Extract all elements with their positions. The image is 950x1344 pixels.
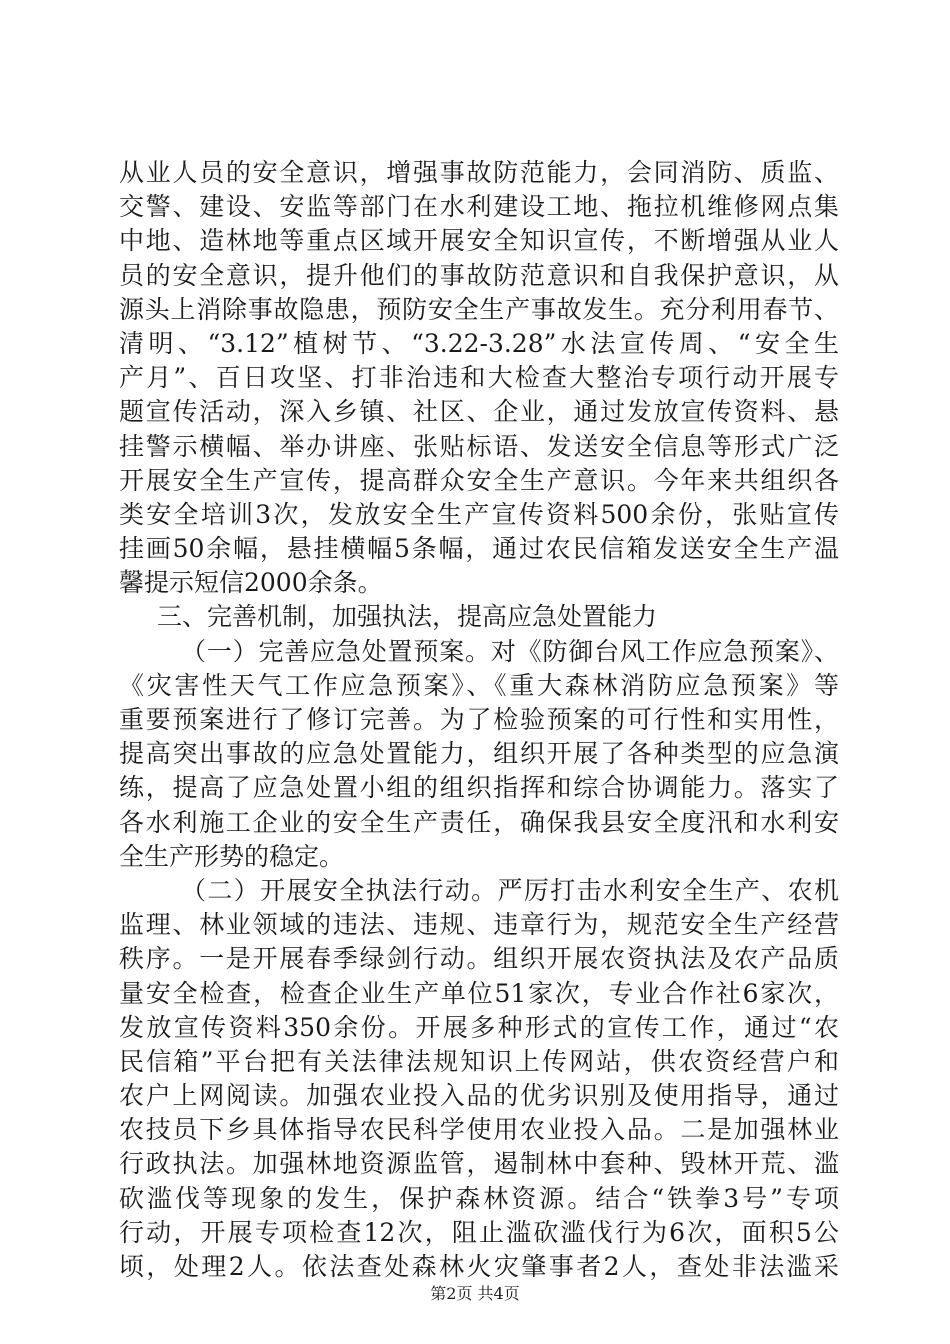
document-body: [119, 156, 839, 1284]
text-line: 从业人员的安全意识，增强事故防范能力，会同消防、质监、: [119, 158, 839, 187]
text-line: （一）完善应急处置预案。对《防御台风工作应急预案》、: [181, 636, 839, 666]
text-line: 交警、建设、安监等部门在水利建设工地、拖拉机维修网点集: [119, 192, 839, 222]
text-line: 提高突出事故的应急处置能力，组织开展了各种类型的应急演: [119, 739, 839, 769]
text-line: 挂警示横幅、举办讲座、张贴标语、发送安全信息等形式广泛: [119, 431, 839, 461]
text-line: 员的安全意识，提升他们的事故防范意识和自我保护意识，从: [119, 260, 839, 290]
text-line: （二）开展安全执法行动。严厉打击水利安全生产、农机: [181, 875, 839, 905]
text-line: 源头上消除事故隐患，预防安全生产事故发生。充分利用春节、: [119, 294, 839, 324]
text-line: 砍滥伐等现象的发生，保护森林资源。结合“铁拳3号”专项: [119, 1183, 839, 1213]
text-line: 农技员下乡具体指导农民科学使用农业投入品。二是加强林业: [119, 1115, 839, 1145]
text-line: 监理、林业领域的违法、违规、违章行为，规范安全生产经营: [119, 910, 839, 940]
text-line: 民信箱”平台把有关法律法规知识上传网站，供农资经营户和: [119, 1046, 839, 1076]
text-line: 类安全培训3次，发放安全生产宣传资料500余份，张贴宣传: [119, 499, 839, 529]
text-line: 三、完善机制，加强执法，提高应急处置能力: [157, 602, 658, 632]
text-line: 顷，处理2人。依法查处森林火灾肇事者2人，查处非法滥采: [119, 1252, 839, 1281]
text-line: 中地、造林地等重点区域开展安全知识宣传，不断增强从业人: [119, 226, 839, 256]
text-line: 清明、“3.12”植树节、“3.22-3.28”水法宣传周、“安全生: [119, 328, 839, 358]
text-line: 重要预案进行了修订完善。为了检验预案的可行性和实用性，: [119, 705, 839, 734]
text-line: 各水利施工企业的安全生产责任，确保我县安全度汛和水利安: [119, 807, 839, 837]
text-line: 量安全检查，检查企业生产单位51家次，专业合作社6家次，: [119, 978, 839, 1008]
text-line: 挂画50余幅，悬挂横幅5条幅，通过农民信箱发送安全生产温: [119, 534, 839, 564]
text-line: 发放宣传资料350余份。开展多种形式的宣传工作，通过“农: [119, 1012, 839, 1042]
text-line: 产月”、百日攻坚、打非治违和大检查大整治专项行动开展专: [119, 363, 839, 393]
page-footer: 第2页 共4页: [430, 1284, 520, 1303]
text-line: 秩序。一是开展春季绿剑行动。组织开展农资执法及农产品质: [119, 944, 839, 974]
text-line: 题宣传活动，深入乡镇、社区、企业，通过发放宣传资料、悬: [119, 397, 839, 427]
text-line: 馨提示短信2000余条。: [119, 568, 383, 598]
text-line: 农户上网阅读。加强农业投入品的优劣识别及使用指导，通过: [119, 1081, 839, 1111]
text-line: 全生产形势的稳定。: [119, 841, 345, 871]
text-line: 行动，开展专项检查12次，阻止滥砍滥伐行为6次，面积5公: [119, 1217, 839, 1247]
text-line: 开展安全生产宣传，提高群众安全生产意识。今年来共组织各: [119, 465, 839, 495]
text-line: 《灾害性天气工作应急预案》、《重大森林消防应急预案》等: [119, 670, 839, 700]
text-line: 练，提高了应急处置小组的组织指挥和综合协调能力。落实了: [119, 773, 839, 803]
text-line: 行政执法。加强林地资源监管，遏制林中套种、毁林开荒、滥: [119, 1149, 839, 1179]
